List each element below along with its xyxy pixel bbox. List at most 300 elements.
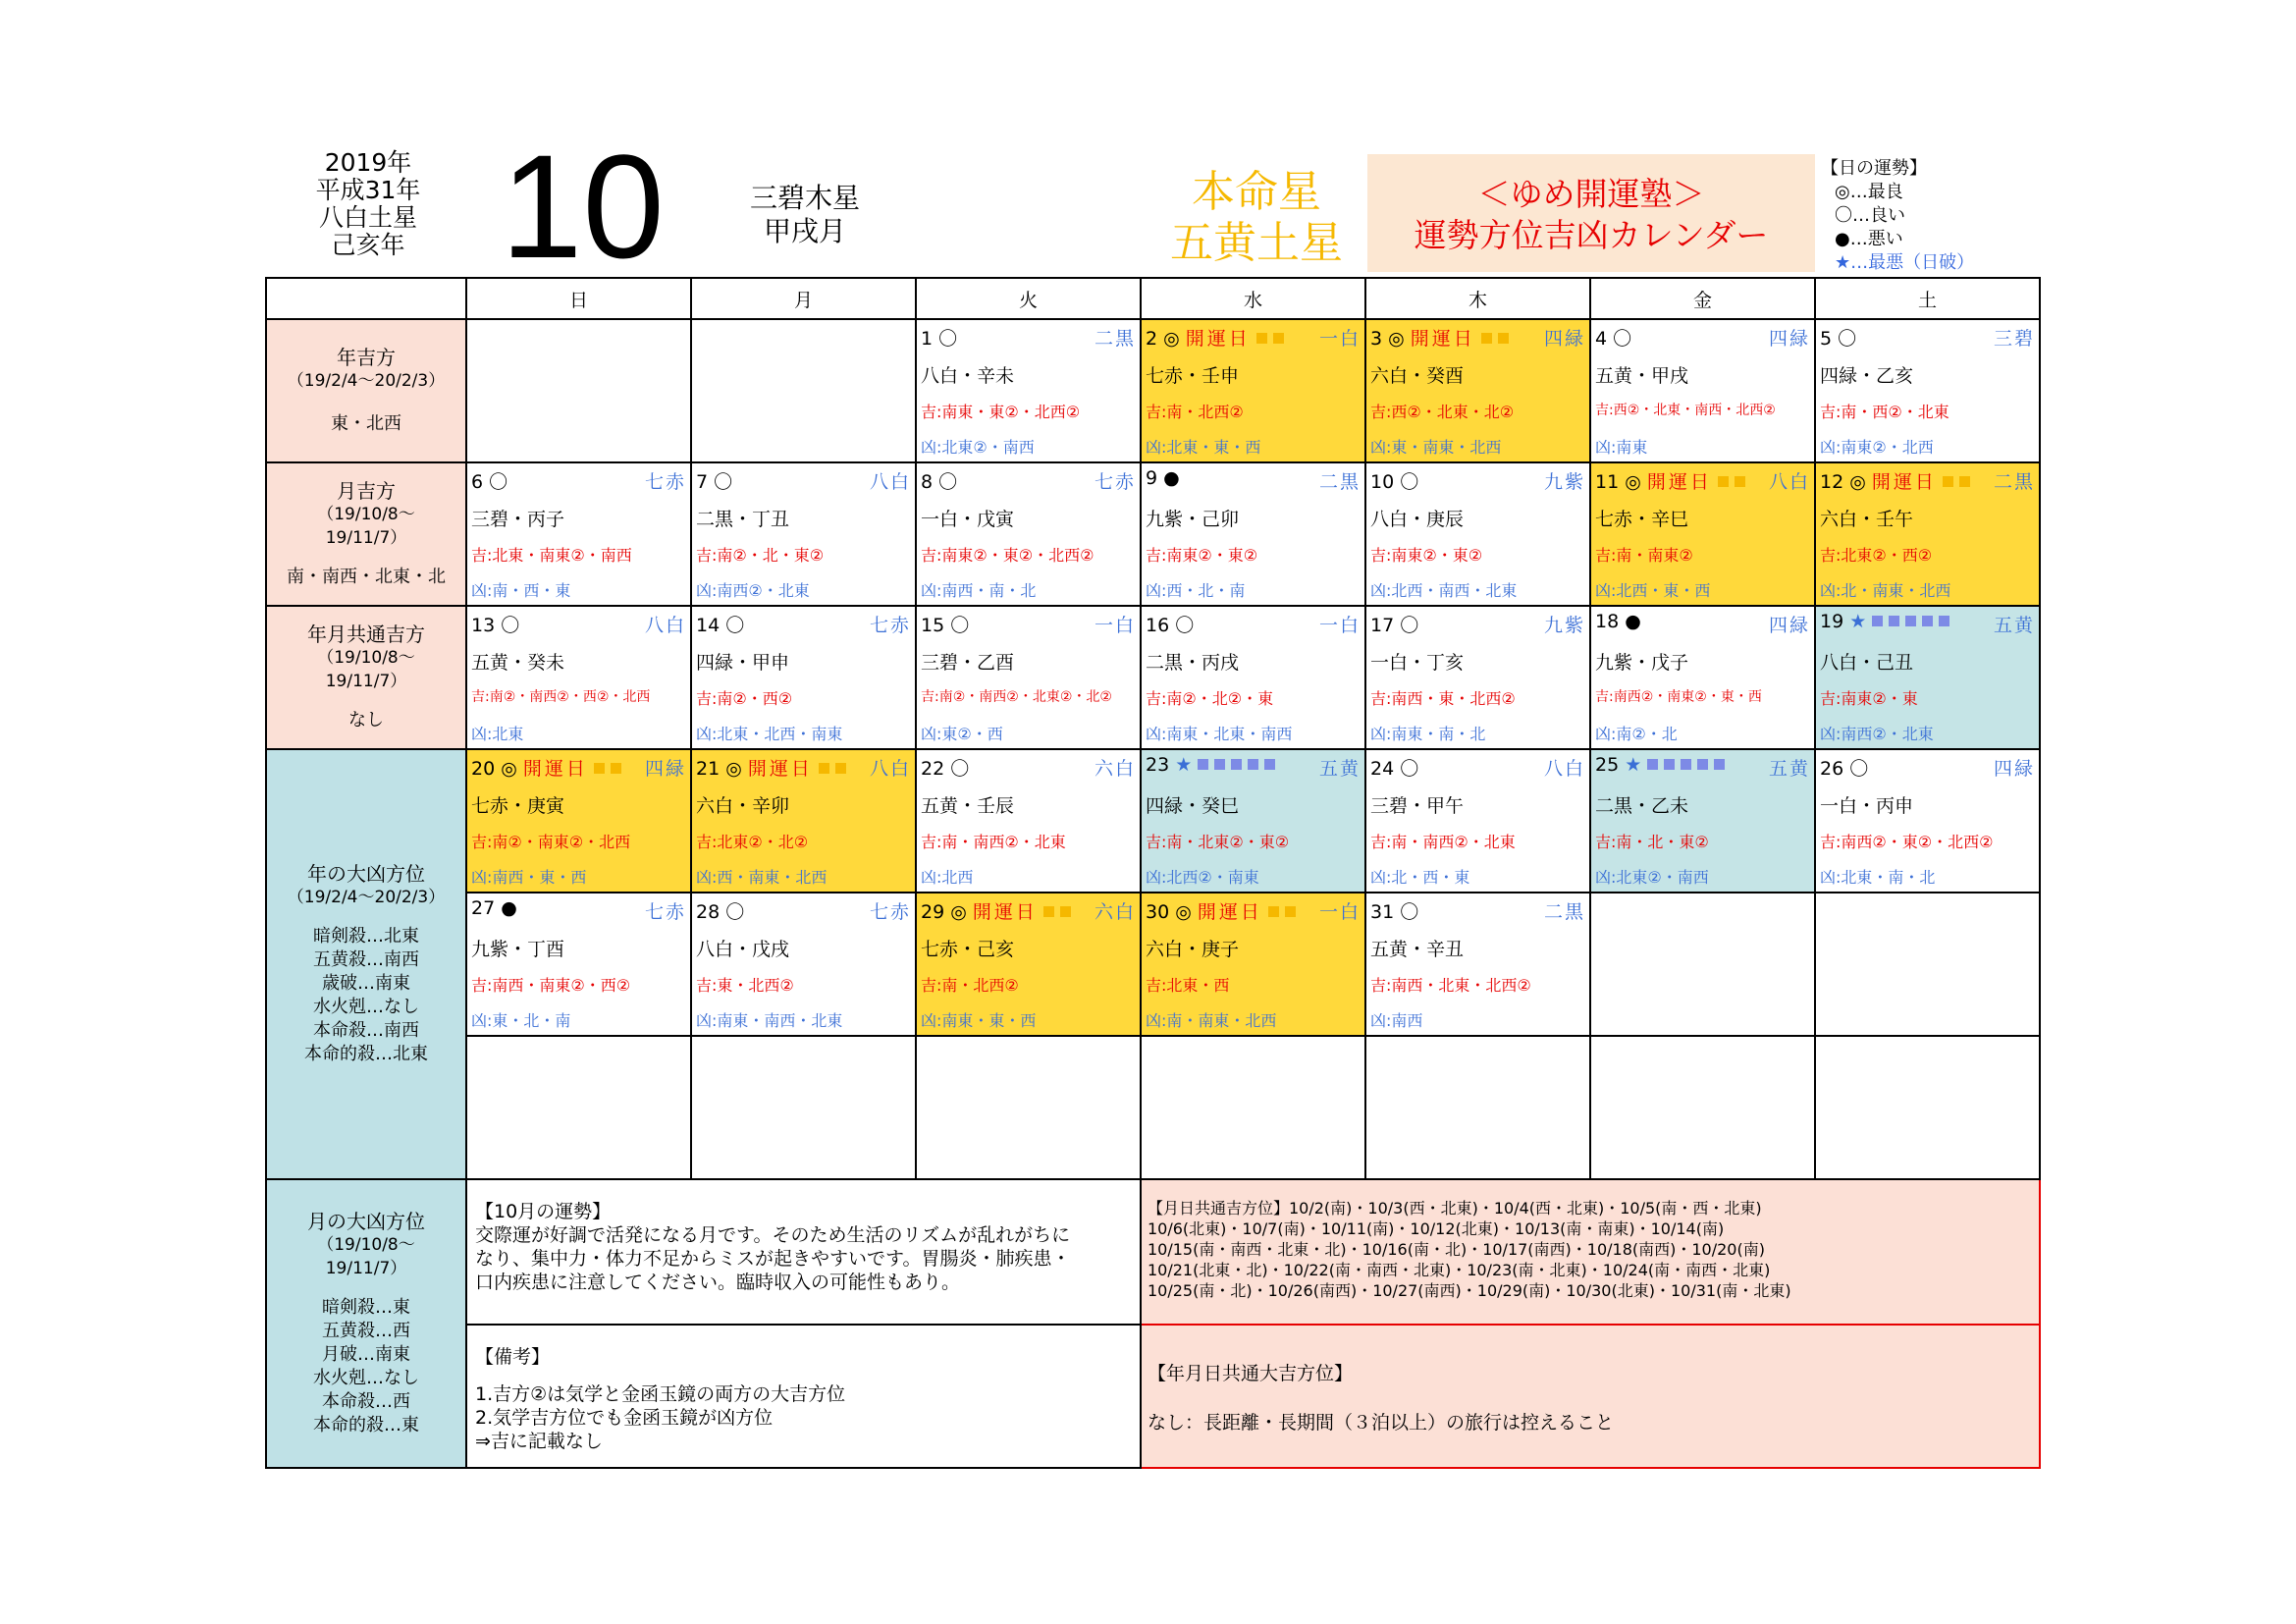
day-cell: [466, 462, 691, 606]
day-cell: [466, 893, 691, 1036]
day-star: 一白: [1318, 615, 1361, 636]
day-star: 二黒: [1094, 328, 1136, 350]
day-number: 19: [1820, 611, 1844, 632]
day-star: 五黄: [1318, 758, 1361, 780]
day-number: 6: [471, 471, 484, 493]
year-info: [309, 149, 427, 259]
day-kanshi: 六白・壬午: [1820, 509, 1914, 530]
month-line: 三碧木星: [749, 182, 860, 214]
day-number: 18: [1595, 611, 1620, 632]
gappi-line: 10/21(北東・北)・10/22(南・南西・北東)・10/23(南・北東)・10/24(南・南西・北東): [1148, 1261, 1771, 1279]
day-number: 22: [921, 758, 945, 780]
fortune-square-icon: [611, 763, 621, 774]
day-cell: [1815, 606, 2040, 749]
day-cell: [1141, 606, 1365, 749]
fortune-square-icon: [1285, 906, 1296, 917]
day-kanshi: 三碧・甲午: [1370, 795, 1465, 817]
day-star: 六白: [1094, 901, 1136, 923]
day-cell: [916, 462, 1141, 606]
empty-day-cell: [1590, 893, 1815, 1036]
fortune-mark: ●: [1163, 467, 1180, 489]
calendar-grid: [265, 277, 2041, 1469]
day-kichi: 吉:南・北東②・東②: [1146, 833, 1290, 851]
day-number: 26: [1820, 758, 1844, 780]
day-kichi: 吉:南西②・南東②・東・西: [1595, 689, 1762, 705]
day-star: 七赤: [869, 615, 911, 636]
day-number: 13: [471, 615, 496, 636]
day-number: 2: [1146, 328, 1158, 350]
panel-period: （19/10/8～: [317, 1235, 415, 1255]
day-kichi: 吉:南・南西②・北東: [921, 833, 1066, 851]
panel-dirs: 南・南西・北東・北: [287, 567, 446, 587]
kaiun-label: 開運日: [1871, 471, 1937, 493]
panel-period: 19/11/7）: [325, 528, 407, 548]
day-kichi: 吉:南②・西②: [696, 689, 793, 708]
day-kichi: 吉:南・南西②・北東: [1370, 833, 1516, 851]
weekday-header: 金: [1590, 278, 1815, 319]
day-kichi: 吉:南・西②・北東: [1820, 403, 1949, 421]
fortune-square-icon: [1718, 476, 1729, 487]
daikyo-item: 暗剣殺…東: [322, 1297, 410, 1318]
day-kanshi: 五黄・癸未: [471, 652, 565, 674]
daikyo-item: 本命的殺…東: [313, 1415, 419, 1435]
day-cell: [1365, 606, 1590, 749]
day-kichi: 吉:南②・南東②・北西: [471, 833, 631, 851]
day-number: 31: [1370, 901, 1395, 923]
panel-period: （19/10/8～: [317, 505, 415, 524]
day-kyo: 凶:北東・南・北: [1820, 868, 1936, 887]
day-kichi: 吉:北東・西: [1146, 976, 1230, 995]
day-cell: [916, 319, 1141, 462]
day-star: 四緑: [644, 758, 686, 780]
day-cell: [1815, 319, 2040, 462]
fortune-mark: ◎: [1175, 901, 1192, 923]
day-number: 24: [1370, 758, 1395, 780]
empty-day-cell: [916, 1036, 1141, 1179]
legend: [1821, 157, 1974, 275]
day-cell: [1365, 749, 1590, 893]
fortune-square-icon: [1681, 759, 1691, 770]
day-kanshi: 二黒・丁丑: [696, 509, 790, 530]
day-kanshi: 九紫・戊子: [1595, 652, 1689, 674]
day-star: 八白: [1768, 471, 1810, 493]
day-kyo: 凶:東・北・南: [471, 1011, 571, 1030]
day-kichi: 吉:西②・北東・北②: [1370, 403, 1515, 421]
day-kichi: 吉:南東②・東②: [1146, 546, 1258, 565]
daikyo-item: 五黄殺…南西: [313, 949, 419, 970]
day-kyo: 凶:西・南東・北西: [696, 868, 828, 887]
day-kanshi: 五黄・甲戌: [1595, 365, 1689, 387]
day-kyo: 凶:北東②・南西: [921, 438, 1035, 457]
day-kichi: 吉:南東②・東: [1820, 689, 1918, 708]
day-star: 九紫: [1543, 615, 1585, 636]
day-cell: [1590, 606, 1815, 749]
nen-daikyo-panel: [266, 749, 466, 1179]
day-star: 二黒: [1318, 471, 1361, 493]
day-kichi: 吉:南・南東②: [1595, 546, 1693, 565]
day-cell: [1365, 893, 1590, 1036]
day-kyo: 凶:北東②・南西: [1595, 868, 1709, 887]
fortune-square-icon: [1231, 759, 1242, 770]
fortune-square-icon: [1664, 759, 1675, 770]
day-cell: [1590, 319, 1815, 462]
day-number: 1: [921, 328, 934, 350]
day-kichi: 吉:北東②・北②: [696, 833, 809, 851]
fortune-mark: ◎: [501, 758, 517, 780]
day-kanshi: 八白・辛未: [921, 365, 1015, 387]
daikyo-item: 本命殺…南西: [313, 1020, 419, 1041]
day-kanshi: 三碧・丙子: [471, 509, 565, 530]
day-kanshi: 八白・庚辰: [1370, 509, 1465, 530]
title-line: ＜ゆめ開運塾＞: [1477, 175, 1705, 213]
weekday-header: 火: [916, 278, 1141, 319]
fortune-mark: ●: [1625, 611, 1641, 632]
day-kanshi: 八白・己丑: [1820, 652, 1914, 674]
fortune-mark: 〇: [1849, 758, 1869, 780]
corner-cell: [266, 278, 466, 319]
day-number: 20: [471, 758, 496, 780]
day-star: 一白: [1318, 901, 1361, 923]
day-kichi: 吉:南・北・東②: [1595, 833, 1709, 851]
day-kanshi: 八白・戊戌: [696, 939, 790, 960]
day-kanshi: 五黄・壬辰: [921, 795, 1015, 817]
fortune-mark: ★: [1175, 754, 1193, 776]
day-star: 四緑: [1768, 615, 1810, 636]
biko-line: 2.気学吉方位でも金函玉鏡が凶方位: [475, 1407, 774, 1429]
day-kichi: 吉:南西②・東②・北西②: [1820, 833, 1994, 851]
day-kanshi: 三碧・乙酉: [921, 652, 1015, 674]
fortune-square-icon: [1872, 616, 1883, 626]
day-number: 11: [1595, 471, 1620, 493]
weekday-header: 木: [1365, 278, 1590, 319]
day-cell: [691, 749, 916, 893]
monthly-line: なり、集中力・体力不足からミスが起きやすいです。胃腸炎・肺疾患・: [475, 1248, 1071, 1270]
daikyo-item: 暗剣殺…北東: [313, 926, 419, 947]
fortune-square-icon: [1198, 759, 1208, 770]
empty-day-cell: [1141, 1036, 1365, 1179]
fortune-mark: 〇: [1400, 471, 1419, 493]
biko-title: 【備考】: [475, 1346, 551, 1368]
day-kichi: 吉:南東・東②・北西②: [921, 403, 1081, 421]
day-kyo: 凶:北西②・南東: [1146, 868, 1259, 887]
gappi-line: 【月日共通吉方位】10/2(南)・10/3(西・北東)・10/4(西・北東)・10/5(南・西・北東): [1148, 1199, 1762, 1218]
kaiun-label: 開運日: [1197, 901, 1262, 923]
empty-day-cell: [1365, 1036, 1590, 1179]
day-kyo: 凶:北・西・東: [1370, 868, 1470, 887]
day-kyo: 凶:南②・北: [1595, 725, 1678, 743]
day-star: 七赤: [644, 471, 686, 493]
month-line: 甲戌月: [763, 215, 846, 247]
day-star: 三碧: [1993, 328, 2035, 350]
fortune-mark: 〇: [938, 471, 958, 493]
daikyo-item: 本命殺…西: [322, 1391, 410, 1412]
fortune-square-icon: [1959, 476, 1970, 487]
fortune-square-icon: [1214, 759, 1225, 770]
daikyo-item: 歳破…南東: [322, 973, 410, 994]
panel-title: 年の大凶方位: [307, 862, 425, 886]
fortune-mark: 〇: [1400, 758, 1419, 780]
empty-day-cell: [1590, 1036, 1815, 1179]
day-kanshi: 六白・庚子: [1146, 939, 1240, 960]
day-kanshi: 六白・癸酉: [1370, 365, 1465, 387]
day-kanshi: 九紫・丁酉: [471, 939, 565, 960]
honmei-star: [1148, 167, 1364, 269]
day-kichi: 吉:東・北西②: [696, 976, 794, 995]
fortune-mark: ◎: [1849, 471, 1866, 493]
day-kanshi: 一白・丁亥: [1370, 652, 1465, 674]
day-cell: [691, 606, 916, 749]
day-kyo: 凶:北西・南西・北東: [1370, 581, 1518, 600]
fortune-square-icon: [1498, 333, 1509, 344]
empty-day-cell: [1815, 1036, 2040, 1179]
day-kyo: 凶:北東・東・西: [1146, 438, 1261, 457]
panel-period: 19/11/7）: [325, 1259, 407, 1278]
gappi-line: 10/6(北東)・10/7(南)・10/11(南)・10/12(北東)・10/13(南・南東)・10/14(南): [1148, 1219, 1725, 1238]
year-line: 2019年: [324, 148, 412, 177]
fortune-mark: ◎: [1625, 471, 1641, 493]
day-cell: [1141, 893, 1365, 1036]
year-line: 己亥年: [331, 231, 405, 259]
day-kyo: 凶:北西・東・西: [1595, 581, 1711, 600]
fortune-mark: 〇: [489, 471, 508, 493]
day-kyo: 凶:南東・南・北: [1370, 725, 1486, 743]
weekday-header: 水: [1141, 278, 1365, 319]
day-kanshi: 六白・辛卯: [696, 795, 790, 817]
legend-item: ★…最悪（日破）: [1835, 252, 1975, 273]
day-kanshi: 四緑・乙亥: [1820, 365, 1914, 387]
fortune-mark: ★: [1849, 611, 1867, 632]
fortune-mark: 〇: [1400, 901, 1419, 923]
gappi-kichi-box: [1141, 1179, 2040, 1325]
nengappi-text: なし：長距離・長期間（３泊以上）の旅行は控えること: [1148, 1412, 1615, 1434]
day-number: 5: [1820, 328, 1833, 350]
day-kanshi: 七赤・壬申: [1146, 365, 1240, 387]
day-star: 一白: [1318, 328, 1361, 350]
day-kichi: 吉:南西・北東・北西②: [1370, 976, 1531, 995]
empty-day-cell: [691, 1036, 916, 1179]
day-kichi: 吉:南西・南東②・西②: [471, 976, 631, 995]
fortune-mark: ●: [501, 897, 517, 919]
fortune-square-icon: [835, 763, 846, 774]
day-star: 一白: [1094, 615, 1136, 636]
day-kichi: 吉:西②・北東・南西・北西②: [1595, 403, 1776, 418]
day-kanshi: 七赤・庚寅: [471, 795, 565, 817]
day-number: 7: [696, 471, 709, 493]
kyotsu-panel: [266, 606, 466, 749]
day-kichi: 吉:南・北西②: [1146, 403, 1244, 421]
weekday-header: 月: [691, 278, 916, 319]
fortune-mark: 〇: [714, 471, 733, 493]
day-cell: [691, 462, 916, 606]
empty-day-cell: [691, 319, 916, 462]
day-number: 4: [1595, 328, 1608, 350]
day-kanshi: 四緑・甲申: [696, 652, 790, 674]
empty-day-cell: [1815, 893, 2040, 1036]
fortune-square-icon: [1248, 759, 1258, 770]
day-kyo: 凶:南東②・北西: [1820, 438, 1934, 457]
day-cell: [1141, 319, 1365, 462]
day-cell: [466, 606, 691, 749]
gappi-line: 10/15(南・南西・北東・北)・10/16(南・北)・10/17(南西)・10/18(南西)・10/20(南): [1148, 1240, 1765, 1259]
panel-period: （19/10/8～: [317, 648, 415, 668]
fortune-mark: ◎: [725, 758, 742, 780]
fortune-mark: 〇: [725, 901, 745, 923]
fortune-square-icon: [1060, 906, 1071, 917]
day-cell: [1365, 462, 1590, 606]
day-kanshi: 一白・戊寅: [921, 509, 1015, 530]
day-cell: [466, 749, 691, 893]
fortune-square-icon: [1273, 333, 1284, 344]
day-cell: [1365, 319, 1590, 462]
legend-title: 【日の運勢】: [1821, 158, 1927, 179]
day-kyo: 凶:南東・北東・南西: [1146, 725, 1293, 743]
weekday-header: 土: [1815, 278, 2040, 319]
day-kyo: 凶:南東: [1595, 438, 1648, 457]
empty-day-cell: [466, 1036, 691, 1179]
fortune-mark: ◎: [950, 901, 967, 923]
day-number: 23: [1146, 754, 1170, 776]
day-kichi: 吉:南②・北②・東: [1146, 689, 1274, 708]
day-star: 六白: [1094, 758, 1136, 780]
fortune-square-icon: [1256, 333, 1267, 344]
fortune-square-icon: [1264, 759, 1275, 770]
weekday-header: 日: [466, 278, 691, 319]
day-number: 3: [1370, 328, 1383, 350]
day-kichi: 吉:南東②・東②: [1370, 546, 1483, 565]
day-number: 27: [471, 897, 496, 919]
fortune-square-icon: [1735, 476, 1745, 487]
empty-day-cell: [466, 319, 691, 462]
biko-line: 1.吉方②は気学と金函玉鏡の両方の大吉方位: [475, 1383, 846, 1405]
month-number: 10: [501, 124, 665, 289]
day-kichi: 吉:南②・北・東②: [696, 546, 825, 565]
daikyo-item: 月破…南東: [322, 1344, 410, 1365]
daikyo-item: 水火剋…なし: [313, 997, 419, 1017]
fortune-square-icon: [1481, 333, 1492, 344]
day-cell: [916, 749, 1141, 893]
day-star: 二黒: [1543, 901, 1585, 923]
panel-dirs: 東・北西: [331, 413, 401, 434]
day-kyo: 凶:南・西・東: [471, 581, 571, 600]
panel-title: 年月共通吉方: [307, 623, 425, 646]
day-number: 21: [696, 758, 721, 780]
day-kyo: 凶:南東・東・西: [921, 1011, 1037, 1030]
day-number: 16: [1146, 615, 1170, 636]
day-kyo: 凶:西・北・南: [1146, 581, 1246, 600]
fortune-square-icon: [1697, 759, 1708, 770]
day-cell: [1141, 462, 1365, 606]
fortune-square-icon: [1939, 616, 1949, 626]
day-number: 28: [696, 901, 721, 923]
day-kyo: 凶:東②・西: [921, 725, 1003, 743]
nenkichi-panel: [266, 319, 466, 462]
fortune-square-icon: [1647, 759, 1658, 770]
kaiun-label: 開運日: [522, 758, 588, 780]
year-line: 八白土星: [318, 203, 417, 232]
day-kichi: 吉:南東②・東②・北西②: [921, 546, 1095, 565]
day-kyo: 凶:南西: [1370, 1011, 1423, 1030]
day-kyo: 凶:南西・東・西: [471, 868, 587, 887]
day-kyo: 凶:南西②・北東: [1820, 725, 1934, 743]
nengappi-daikichi-box: [1141, 1325, 2040, 1468]
day-kyo: 凶:東・南東・北西: [1370, 438, 1502, 457]
day-number: 29: [921, 901, 945, 923]
panel-title: 月の大凶方位: [307, 1210, 425, 1233]
day-cell: [1815, 462, 2040, 606]
day-star: 七赤: [869, 901, 911, 923]
day-kyo: 凶:南・南東・北西: [1146, 1011, 1277, 1030]
fortune-mark: 〇: [501, 615, 520, 636]
fortune-mark: ◎: [1163, 328, 1180, 350]
day-kyo: 凶:南東・南西・北東: [696, 1011, 843, 1030]
day-star: 八白: [1543, 758, 1585, 780]
day-number: 17: [1370, 615, 1395, 636]
day-star: 四緑: [1543, 328, 1585, 350]
fortune-mark: 〇: [1838, 328, 1857, 350]
day-cell: [691, 893, 916, 1036]
kaiun-label: 開運日: [972, 901, 1038, 923]
monthly-title: 【10月の運勢】: [475, 1201, 612, 1222]
fortune-square-icon: [1943, 476, 1953, 487]
day-kichi: 吉:南②・南西②・北東②・北②: [921, 689, 1112, 705]
day-cell: [916, 893, 1141, 1036]
nengappi-title: 【年月日共通大吉方位】: [1148, 1363, 1354, 1384]
gappi-line: 10/25(南・北)・10/26(南西)・10/27(南西)・10/29(南)・10/30(北東)・10/31(南・北東): [1148, 1281, 1791, 1300]
legend-item: 〇…良い: [1835, 205, 1905, 226]
day-kichi: 吉:北東・南東②・南西: [471, 546, 632, 565]
panel-title: 年吉方: [337, 346, 396, 369]
day-cell: [1141, 749, 1365, 893]
day-kanshi: 二黒・乙未: [1595, 795, 1689, 817]
gekkichi-panel: [266, 462, 466, 606]
day-number: 14: [696, 615, 721, 636]
day-kyo: 凶:北東・北西・南東: [696, 725, 843, 743]
day-number: 25: [1595, 754, 1620, 776]
day-kichi: 吉:南西・東・北西②: [1370, 689, 1516, 708]
honmei-line: 五黄土星: [1170, 218, 1343, 268]
year-line: 平成31年: [315, 176, 421, 204]
panel-period: （19/2/4～20/2/3）: [287, 888, 446, 907]
biko-line: ⇒吉に記載なし: [475, 1431, 603, 1452]
day-cell: [1815, 749, 2040, 893]
day-kanshi: 七赤・己亥: [921, 939, 1015, 960]
kaiun-label: 開運日: [1185, 328, 1251, 350]
day-kichi: 吉:南②・南西②・西②・北西: [471, 689, 651, 705]
fortune-mark: ◎: [1388, 328, 1405, 350]
day-kichi: 吉:南・北西②: [921, 976, 1019, 995]
fortune-mark: 〇: [1613, 328, 1632, 350]
fortune-square-icon: [1268, 906, 1279, 917]
day-kanshi: 九紫・己卯: [1146, 509, 1240, 530]
fortune-mark: 〇: [950, 615, 970, 636]
honmei-line: 本命星: [1192, 167, 1321, 217]
calendar-title: [1367, 154, 1815, 272]
daikyo-item: 本命的殺…北東: [304, 1044, 428, 1064]
panel-title: 月吉方: [337, 479, 396, 503]
day-kichi: 吉:北東②・西②: [1820, 546, 1933, 565]
kaiun-label: 開運日: [1646, 471, 1712, 493]
day-number: 12: [1820, 471, 1844, 493]
day-kyo: 凶:北東: [471, 725, 524, 743]
day-cell: [1590, 462, 1815, 606]
day-kyo: 凶:南西②・北東: [696, 581, 810, 600]
day-star: 五黄: [1993, 615, 2035, 636]
day-star: 四緑: [1768, 328, 1810, 350]
day-cell: [916, 606, 1141, 749]
fortune-mark: 〇: [938, 328, 958, 350]
title-line: 運勢方位吉凶カレンダー: [1414, 216, 1769, 254]
fortune-square-icon: [1889, 616, 1899, 626]
